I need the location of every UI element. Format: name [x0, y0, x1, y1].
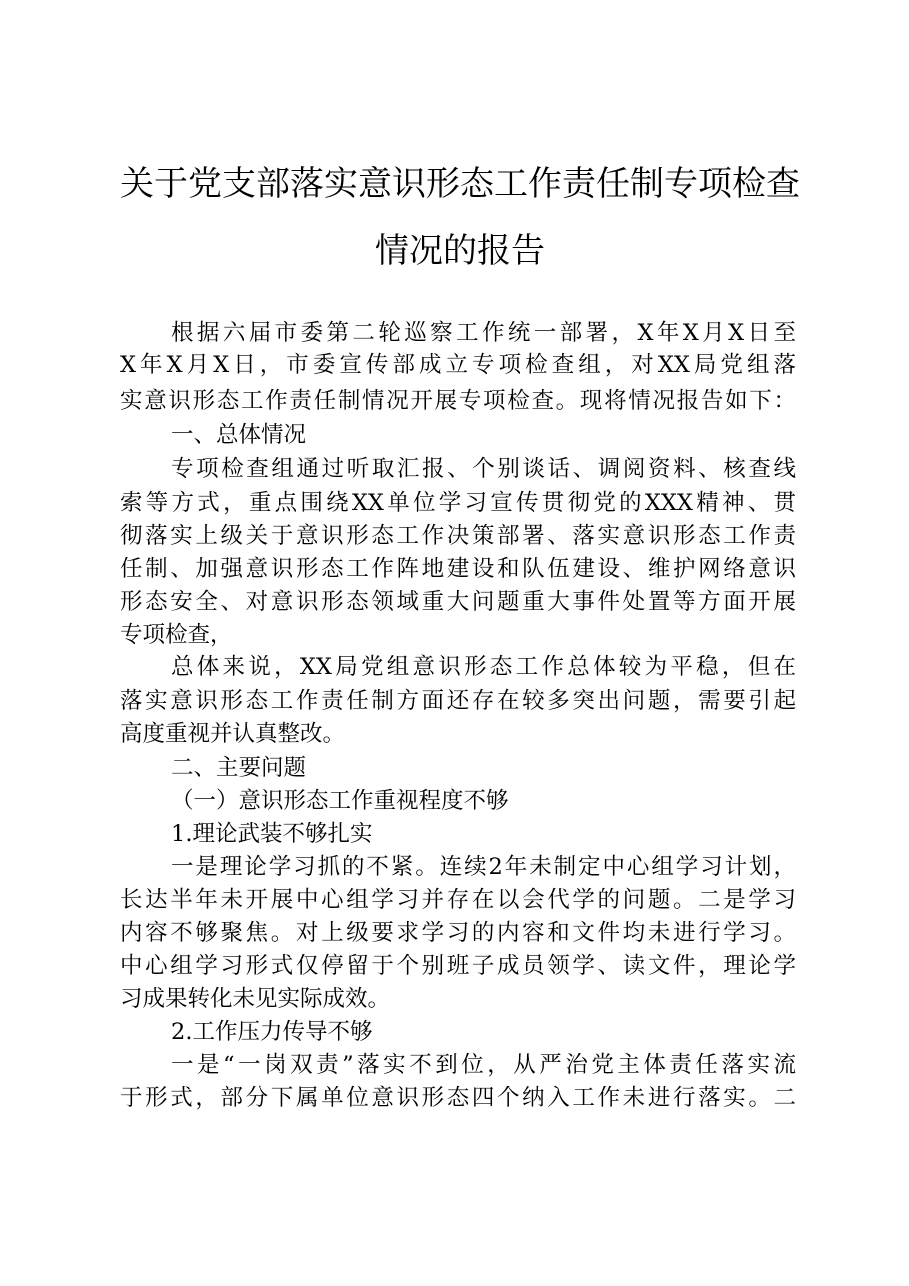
paragraph-line: 彻落实上级关于意识形态工作决策部署、落实意识形态工作责: [120, 523, 796, 549]
paragraph-line: 中心组学习形式仅停留于个别班子成员领学、读文件，理论学: [120, 953, 796, 979]
item-heading: 2.工作压力传导不够: [171, 1019, 373, 1045]
paragraph-line: 落实意识形态工作责任制方面还存在较多突出问题，需要引起: [120, 688, 796, 714]
section-heading: 二、主要问题: [171, 755, 307, 781]
paragraph-line: 内容不够聚焦。对上级要求学习的内容和文件均未进行学习。: [120, 920, 796, 946]
paragraph-line: 专项检查组通过听取汇报、个别谈话、调阅资料、核查线: [171, 456, 796, 482]
paragraph-line: 任制、加强意识形态工作阵地建设和队伍建设、维护网络意识: [120, 556, 796, 582]
paragraph-line: 长达半年未开展中心组学习并存在以会代学的问题。二是学习: [120, 887, 796, 913]
paragraph-line: 高度重视并认真整改。: [120, 721, 346, 747]
subsection-heading: （一）意识形态工作重视程度不够: [171, 788, 509, 814]
paragraph-line: 一是理论学习抓的不紧。连续2年未制定中心组学习计划，: [171, 854, 796, 880]
paragraph-line: 根据六届市委第二轮巡察工作统一部署，X年X月X日至: [171, 320, 796, 346]
section-heading: 一、总体情况: [171, 422, 307, 448]
paragraph-line: 一是“一岗双责”落实不到位，从严治党主体责任落实流: [171, 1052, 796, 1078]
paragraph-line: X年X月X日，市委宣传部成立专项检查组，对XX局党组落: [120, 352, 796, 378]
paragraph-line: 形态安全、对意识形态领域重大问题重大事件处置等方面开展: [120, 589, 796, 615]
paragraph-line: 总体来说，XX局党组意识形态工作总体较为平稳，但在: [171, 654, 796, 680]
paragraph-line: 习成果转化未见实际成效。: [120, 986, 391, 1012]
document-title-line-2: 情况的报告: [375, 231, 545, 271]
paragraph-line: 专项检查，: [120, 622, 233, 648]
item-heading: 1.理论武装不够扎实: [171, 821, 373, 847]
paragraph-line: 于形式，部分下属单位意识形态四个纳入工作未进行落实。二: [120, 1085, 796, 1111]
paragraph-line: 索等方式，重点围绕XX单位学习宣传贯彻党的XXX精神、贯: [120, 490, 796, 516]
document-title-line-1: 关于党支部落实意识形态工作责任制专项检查: [120, 164, 800, 204]
paragraph-line: 实意识形态工作责任制情况开展专项检查。现将情况报告如下：: [120, 388, 796, 414]
